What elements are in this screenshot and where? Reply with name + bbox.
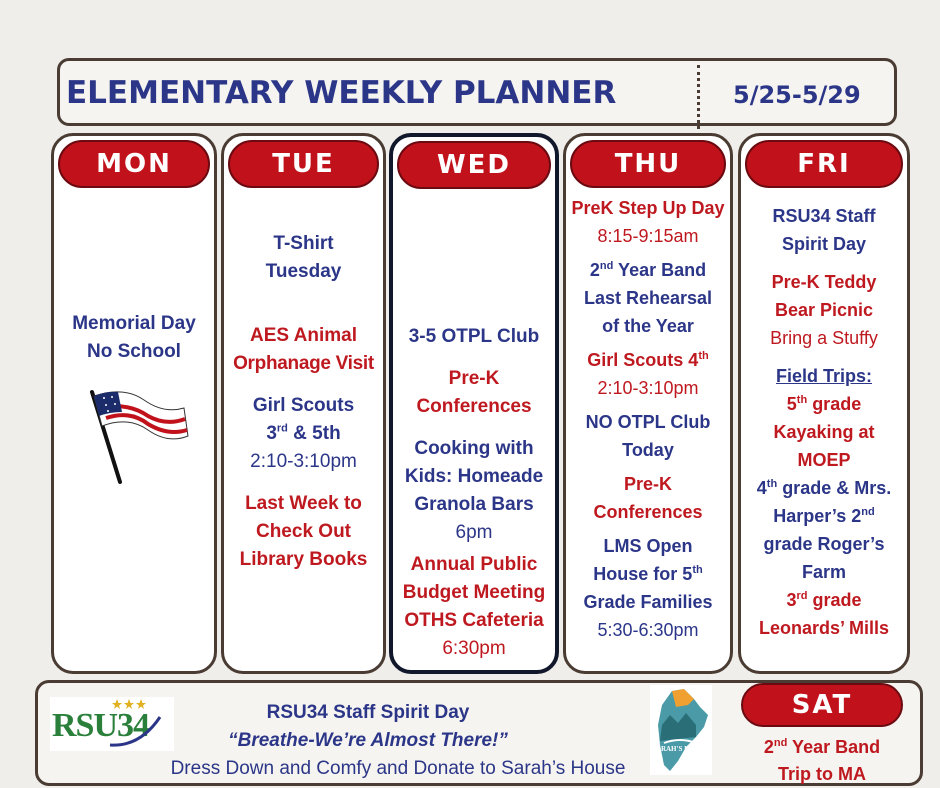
day-label-wed: WED: [397, 141, 551, 189]
american-flag-icon: [84, 386, 194, 486]
mon-line: No School: [87, 341, 181, 362]
fri-line: Leonards’ Mills: [758, 618, 890, 638]
sat-content: [741, 734, 903, 788]
day-label-tue: TUE: [228, 140, 379, 188]
fri-line: Farm: [801, 562, 846, 582]
fri-line: Pre-K Teddy: [771, 272, 877, 292]
page-title: ELEMENTARY WEEKLY PLANNER: [66, 75, 617, 111]
wed-line: 6pm: [455, 522, 493, 543]
thu-line: NO OTPL Club: [585, 412, 711, 432]
thu-line: 5:30-6:30pm: [597, 620, 699, 640]
fri-line: Harper’s 2nd: [773, 506, 875, 526]
day-column-wed: [389, 133, 559, 674]
tue-line: T-Shirt: [273, 233, 334, 254]
day-label-mon: MON: [58, 140, 210, 188]
fri-line: 4th grade & Mrs.: [756, 478, 892, 498]
fri-line: RSU34 Staff: [772, 206, 876, 226]
footer-text: [78, 699, 658, 783]
fri-line: 5th grade: [786, 394, 862, 414]
day-column-tue: [221, 133, 386, 674]
thu-line: Pre-K: [623, 474, 672, 494]
wed-line: Pre-K: [448, 368, 500, 389]
sarahs-house-logo-text: SARAH'S HOUSE: [652, 745, 709, 753]
fri-line: Field Trips:: [775, 366, 872, 386]
rsu34-logo-text: RSU34: [52, 707, 150, 744]
sat-line: 2nd Year Band: [763, 737, 881, 757]
wed-line: Budget Meeting: [402, 582, 546, 603]
fri-line: Bear Picnic: [774, 300, 874, 320]
thu-line: House for 5th: [593, 564, 703, 584]
tue-line: AES Animal: [250, 325, 357, 346]
tue-line: Tuesday: [265, 261, 342, 282]
day-column-fri: [738, 133, 910, 674]
wed-line: Granola Bars: [414, 494, 534, 515]
fri-line: Bring a Stuffy: [770, 328, 878, 348]
mon-line: Memorial Day: [72, 313, 196, 334]
day-label-sat: SAT: [741, 683, 903, 727]
maine-map-icon: [650, 685, 712, 775]
tue-line: Girl Scouts: [252, 395, 355, 416]
day-column-thu: [563, 133, 733, 674]
wed-line: 6:30pm: [442, 638, 506, 659]
mon-content: [54, 310, 214, 366]
thu-line: Today: [622, 440, 674, 460]
fri-line: grade Roger’s: [763, 534, 885, 554]
fri-line: MOEP: [797, 450, 851, 470]
wed-line: Conferences: [416, 396, 532, 417]
wed-line: Kids: Homeade: [404, 466, 544, 487]
thu-line: LMS Open: [603, 536, 693, 556]
tue-line: Orphanage Visit: [233, 353, 374, 374]
tue-line: Library Books: [239, 549, 368, 570]
tue-content: [224, 230, 383, 574]
thu-line: 2:10-3:10pm: [597, 378, 699, 398]
thu-content: [566, 194, 730, 644]
thu-line: of the Year: [602, 316, 694, 336]
header-divider: [697, 65, 700, 129]
planner-header: [57, 58, 897, 126]
date-range: 5/25-5/29: [733, 81, 861, 109]
day-label-fri: FRI: [745, 140, 903, 188]
tue-line: Last Week to: [245, 493, 362, 514]
tue-line: Check Out: [255, 521, 352, 542]
thu-line: Last Rehearsal: [583, 288, 713, 308]
sarahs-house-logo: [650, 685, 712, 775]
wed-content: [393, 323, 555, 663]
tue-line: 3rd & 5th: [266, 422, 341, 444]
day-label-thu: THU: [570, 140, 726, 188]
fri-line: Kayaking at: [773, 422, 875, 442]
footer-line2: “Breathe-We’re Almost There!”: [228, 730, 508, 751]
thu-line: Conferences: [593, 502, 703, 522]
fri-line: Spirit Day: [781, 234, 867, 254]
wed-line: 3-5 OTPL Club: [408, 326, 540, 347]
thu-line: Girl Scouts 4th: [587, 350, 709, 370]
footer-line3: Dress Down and Comfy and Donate to Sarah’s House: [170, 758, 626, 779]
thu-line: Grade Families: [583, 592, 713, 612]
footer-line1: RSU34 Staff Spirit Day: [266, 702, 470, 723]
thu-line: 2nd Year Band: [589, 260, 707, 280]
fri-line: 3rd grade: [786, 590, 862, 610]
day-column-mon: [51, 133, 217, 674]
wed-line: Cooking with: [414, 438, 534, 459]
fri-content: [741, 202, 907, 642]
tue-line: 2:10-3:10pm: [250, 451, 357, 472]
thu-line: PreK Step Up Day: [571, 198, 725, 218]
wed-line: OTHS Cafeteria: [404, 610, 544, 631]
thu-line: 8:15-9:15am: [597, 226, 699, 246]
sat-line: Trip to MA: [778, 764, 866, 784]
wed-line: Annual Public: [410, 554, 538, 575]
